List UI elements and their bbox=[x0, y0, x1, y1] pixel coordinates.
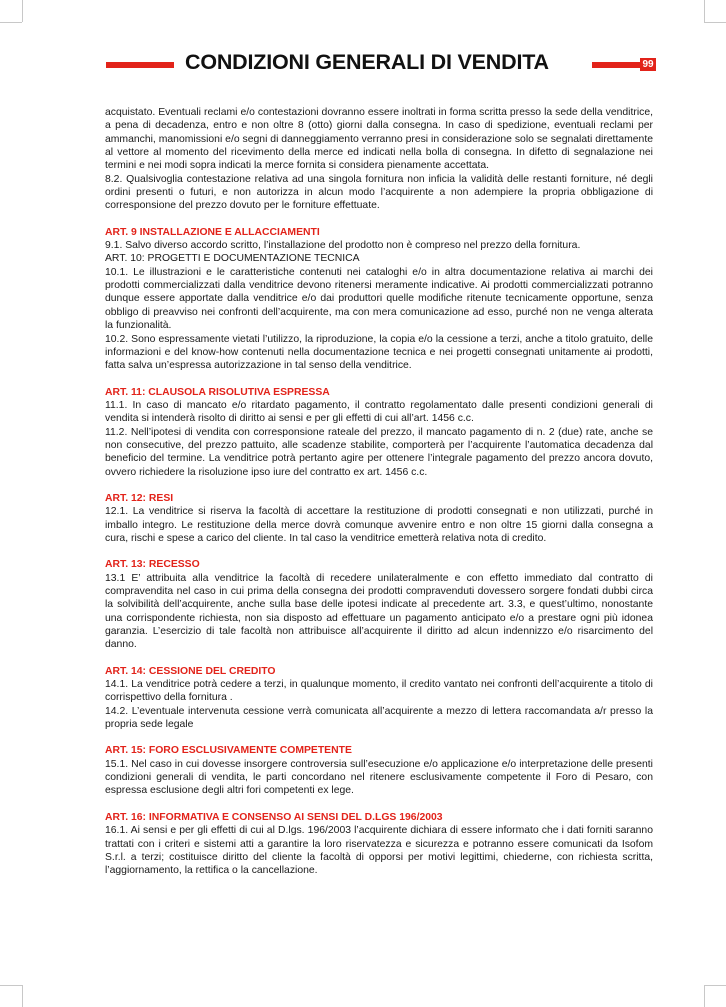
section-heading: ART. 12: RESI bbox=[105, 492, 174, 504]
paragraph: 12.1. La venditrice si riserva la facoltà di accettare la restituzione di prodotti consegnati e non utilizzati, purché in imballo integro. Le restituzione della merce dovrà comunque avvenire entro e non oltre 15 giorni dalla consegna a cura, rischi e spese a carico del cliente. In tal caso la venditrice emetterà relativa nota di credito. bbox=[105, 506, 653, 544]
header-accent-bar bbox=[592, 62, 640, 68]
paragraph: 11.1. In caso di mancato e/o ritardato pagamento, il contratto regolamentato dalle presenti condizioni generali di vendita si intenderà risolto di diritto ai sensi e per gli effetti di cui all’art. 1456 c.c. bbox=[105, 399, 653, 425]
paragraph: 16.1. Ai sensi e per gli effetti di cui al D.lgs. 196/2003 l’acquirente dichiara di essere informato che i dati forniti saranno trattati con i criteri e sistemi atti a garantire la loro riservatezza e sicurezza e potranno essere comunicati da Isofom S.r.l. a terzi; costituisce diritto del cliente la facoltà di opporsi per motivi legittimi, chiederne, con richiesta scritta, l’aggiornamento, la rettifica o la cancellazione. bbox=[105, 825, 653, 877]
crop-mark bbox=[704, 985, 726, 986]
section-heading: ART. 14: CESSIONE DEL CREDITO bbox=[105, 665, 276, 677]
paragraph: acquistato. Eventuali reclami e/o contestazioni dovranno essere inoltrati in forma scritta presso la sede della venditrice, a pena di decadenza, entro e non oltre 8 (otto) giorni dalla consegna. In caso di spedizione, eventuali reclami per ammanchi, manomissioni e/o segni di danneggiamento verranno presi in considerazione solo se segnalati direttamente al vettore al momento del ricevimento della merce ed indicati nella bolla di consegna. In difetto di segnalazione nei termini e nei modi sopra indicati la merce fornita si considera pienamente accettata. bbox=[105, 107, 653, 172]
paragraph: 10.2. Sono espressamente vietati l’utilizzo, la riproduzione, la copia e/o la cessione a terzi, anche a titolo gratuito, delle informazioni e del know-how contenuti nella documentazione tecnica e nei progetti consegnati unitamente ai prodotti, fatta salva un’espressa autorizzazione in tal senso della venditrice. bbox=[105, 333, 653, 372]
page-number: 99 bbox=[640, 58, 656, 71]
header-accent-bar bbox=[106, 62, 174, 68]
crop-mark bbox=[22, 0, 23, 22]
paragraph: 9.1. Salvo diverso accordo scritto, l’installazione del prodotto non è compreso nel prezzo della fornitura. bbox=[105, 240, 581, 252]
paragraph: 15.1. Nel caso in cui dovesse insorgere controversia sull’esecuzione e/o applicazione e/o interpretazione delle presenti condizioni generali di vendita, le parti concordano nel ritenere esclusivamente competente il Foro di Pesaro, con espressa esclusione degli altri fori competenti ex lege. bbox=[105, 758, 653, 797]
paragraph: 14.1. La venditrice potrà cedere a terzi, in qualunque momento, il credito vantato nei confronti dell’acquirente a titolo di corrispettivo della fornitura . bbox=[105, 679, 653, 704]
crop-mark bbox=[0, 985, 22, 986]
crop-mark bbox=[0, 22, 22, 23]
paragraph: 10.1. Le illustrazioni e le caratteristiche contenuti nei cataloghi e/o in altra documentazione relativa ai marchi dei prodotti commercializzati dalla venditrice devono ritenersi meramente indicative. Ai prodotti commercializzati potranno dunque essere apportate dalla venditrice e/o dai produttori quelle modifiche ritenute tecnicamente opportune, senza obbligo di preavviso nei confronti dell’acquirente, ma con mera comunicazione ad esso, purché non ne venga alterata la funzionalità. bbox=[105, 266, 653, 332]
page-title: CONDIZIONI GENERALI DI VENDITA bbox=[185, 50, 549, 74]
paragraph: 11.2. Nell’ipotesi di vendita con corresponsione rateale del prezzo, il mancato pagamento di n. 2 (due) rate, anche se non consecutive, del prezzo pattuito, alle scadenze stabilite, comporterà per l’acquirente l’automatica decadenza dal beneficio del termine. La venditrice potrà pertanto agire per ottenere l’integrale pagamento del prezzo ancora dovuto, ovvero richiedere la risoluzione ipso iure del contratto ex art. 1456 c.c. bbox=[105, 426, 653, 478]
paragraph: 14.2. L’eventuale intervenuta cessione verrà comunicata all’acquirente a mezzo di lettera raccomandata a/r presso la propria sede legale bbox=[105, 705, 653, 731]
paragraph: 8.2. Qualsivoglia contestazione relativa ad una singola fornitura non inficia la validità delle restanti forniture, né degli ordini presenti o futuri, e non autorizza in alcun modo l’acquirente a non adempiere la propria obbligazione di corresponsione del prezzo dovuto per le forniture effettuate. bbox=[105, 173, 653, 212]
section-heading: ART. 15: FORO ESCLUSIVAMENTE COMPETENTE bbox=[105, 745, 352, 757]
section-heading: ART. 13: RECESSO bbox=[105, 559, 200, 571]
paragraph: 13.1 E’ attribuita alla venditrice la facoltà di recedere unilateralmente e con effetto immediato dal contratto di compravendita nel caso in cui prima della consegna dei prodotti compravenduti dovessero sorgere fondati dubbi circa la solvibilità dell’acquirente, anche sulla base delle ipotesi indicate al precedente art. 3.3, e quest’ultimo, nonostante una corrispondente richiesta, non sia disposto ad effettuare un pagamento anticipato e/o a prestare ogni più idonea garanzia. L’esercizio di tale facoltà non attribuisce all’acquirente il diritto ad alcun indennizzo e/o risarcimento del danno. bbox=[105, 572, 653, 651]
crop-mark bbox=[704, 22, 726, 23]
paragraph: ART. 10: PROGETTI E DOCUMENTAZIONE TECNICA bbox=[105, 253, 360, 265]
section-heading: ART. 11: CLAUSOLA RISOLUTIVA ESPRESSA bbox=[105, 386, 330, 398]
document-body bbox=[105, 106, 653, 878]
section-heading: ART. 16: INFORMATIVA E CONSENSO AI SENSI DEL D.LGS 196/2003 bbox=[105, 811, 443, 823]
crop-mark bbox=[704, 0, 705, 22]
crop-mark bbox=[22, 985, 23, 1007]
section-heading: ART. 9 INSTALLAZIONE E ALLACCIAMENTI bbox=[105, 226, 320, 238]
crop-mark bbox=[704, 985, 705, 1007]
